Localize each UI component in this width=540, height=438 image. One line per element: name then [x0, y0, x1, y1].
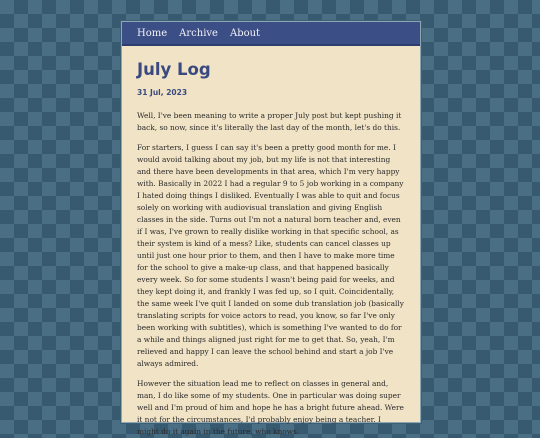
nav-link-about[interactable]: About	[229, 27, 261, 39]
nav-link-home[interactable]: Home	[137, 27, 168, 39]
top-nav	[122, 22, 420, 46]
post-paragraph: Well, I've been meaning to write a proper July post but kept pushing it back, so now, since it's literally the last day of the month, let's do this.	[137, 111, 402, 132]
post-paragraph: For starters, I guess I can say it's been a pretty good month for me. I would avoid talking about my job, but my life is not that interesting and there have been developments in that area, which I'm very happy with. Basically in 2022 I had a regular 9 to 5 job working in a company I hated doing things I disliked. Eventually I was able to quit and focus solely on working with audiovisual translation and giving English classes in the side. Turns out I'm not a natural born teacher and, even if I was, I've grown to really dislike working in that specific school, as their system is kind of a mess? Like, students can cancel classes up until just one hour prior to them, and then I have to make more time for the school to give a make-up class, and that happened basically every week. So for some students I wasn't being paid for weeks, and they kept doing it, and frankly I was fed up, so I quit. Coincidentally, the same week I've quit I landed on some dub translation job (basically translating scripts for voice actors to read, you know, so far I've only been working with subtitles), which is something I've wanted to do for a while and things aligned just right for me to get that. So, yeah, I'm relieved and happy I can leave the school behind and start a job I've always admired.	[137, 143, 404, 368]
page-container	[121, 21, 421, 436]
post-date: 31 Jul, 2023	[137, 88, 188, 97]
post-paragraph: However the situation lead me to reflect on classes in general and, man, I do like some of my students. One in particular was doing super well and I'm proud of him and hope he has a bright future ahead. Were it not for the circumstances, I'd probably enjoy being a teacher. I might do it again in the future, who knows.	[137, 379, 404, 436]
post-title: July Log	[137, 60, 211, 79]
post-content	[122, 46, 420, 438]
nav-link-archive[interactable]: Archive	[179, 27, 218, 39]
